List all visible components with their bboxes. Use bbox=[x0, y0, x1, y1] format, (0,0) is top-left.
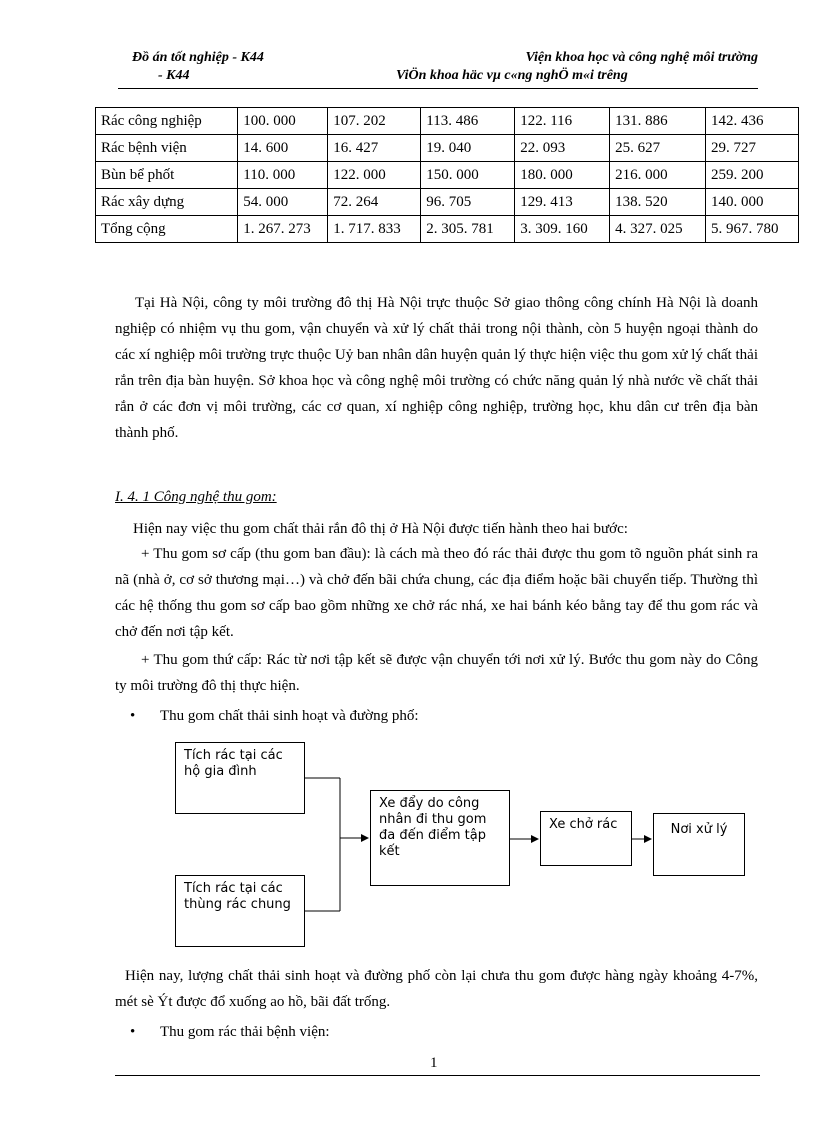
table-row bbox=[96, 216, 799, 243]
table-cell: 150. 000 bbox=[421, 162, 515, 189]
table-cell: 3. 309. 160 bbox=[515, 216, 610, 243]
table-cell: 22. 093 bbox=[515, 135, 610, 162]
table-cell: 1. 717. 833 bbox=[328, 216, 421, 243]
table-cell: 122. 116 bbox=[515, 108, 610, 135]
box-truck: Xe chở rác bbox=[540, 811, 632, 866]
table-cell: 138. 520 bbox=[610, 189, 706, 216]
table-cell: 129. 413 bbox=[515, 189, 610, 216]
section-heading-collection-tech: I. 4. 1 Công nghệ thu gom: bbox=[115, 489, 277, 505]
bullet-hospital-waste-text: Thu gom rác thải bệnh viện: bbox=[160, 1024, 330, 1040]
bullet-domestic-waste-text: Thu gom chất thải sinh hoạt và đường phố: bbox=[160, 708, 419, 724]
table-cell: 29. 727 bbox=[705, 135, 798, 162]
paragraph-uncollected: Hiện nay, lượng chất thải sinh hoạt và đường phố còn lại chưa thu gom được hàng ngày khoảng 4-7%, mét sè Ýt được đổ xuống ao hồ, bãi đất trống. bbox=[115, 968, 758, 1010]
box-households: Tích rác tại các hộ gia đình bbox=[175, 742, 305, 814]
table-cell: 96. 705 bbox=[421, 189, 515, 216]
table-row bbox=[96, 108, 799, 135]
table-cell: 5. 967. 780 bbox=[705, 216, 798, 243]
table-cell: 1. 267. 273 bbox=[238, 216, 328, 243]
bullet-dot-icon: • bbox=[130, 708, 136, 724]
table-cell: 16. 427 bbox=[328, 135, 421, 162]
page-header bbox=[118, 46, 758, 90]
header-institute-garbled: ViÖn khoa häc vµ c«ng nghÖ m«i trêng bbox=[396, 68, 628, 83]
bullet-dot-icon: • bbox=[130, 1024, 136, 1040]
table-cell: 180. 000 bbox=[515, 162, 610, 189]
table-cell: 100. 000 bbox=[238, 108, 328, 135]
waste-table bbox=[95, 107, 799, 243]
header-rule bbox=[118, 88, 758, 89]
header-institute: Viện khoa học và công nghệ môi trường bbox=[525, 50, 758, 65]
table-cell: 131. 886 bbox=[610, 108, 706, 135]
header-thesis-suffix: - K44 bbox=[158, 68, 190, 83]
row-label: Bùn bể phốt bbox=[96, 162, 238, 189]
box-destination: Nơi xử lý bbox=[653, 813, 745, 876]
table-row bbox=[96, 162, 799, 189]
collection-flow-diagram bbox=[160, 735, 760, 965]
table-cell: 72. 264 bbox=[328, 189, 421, 216]
table-row bbox=[96, 135, 799, 162]
bullet-hospital-waste bbox=[130, 1020, 330, 1044]
paragraph-primary-collection: + Thu gom sơ cấp (thu gom ban đầu): là cách mà theo đó rác thải được thu gom tõ nguồn phát sinh ra nã (nhà ở, cơ sở thương mại…) và chở đến bãi chứa chung, các địa điểm hoặc bãi chuyển tiếp. Thường thì các hệ thống thu gom sơ cấp bao gồm những xe chở rác nhá, xe hai bánh kéo bằng tay để thu gom rác và chở đến nơi tập kết. bbox=[115, 546, 758, 640]
row-label: Rác công nghiệp bbox=[96, 108, 238, 135]
table-cell: 122. 000 bbox=[328, 162, 421, 189]
box-public-bins: Tích rác tại các thùng rác chung bbox=[175, 875, 305, 947]
table-row bbox=[96, 189, 799, 216]
footer-rule bbox=[115, 1075, 760, 1076]
table-cell: 2. 305. 781 bbox=[421, 216, 515, 243]
row-label: Tổng cộng bbox=[96, 216, 238, 243]
table-cell: 25. 627 bbox=[610, 135, 706, 162]
table-cell: 216. 000 bbox=[610, 162, 706, 189]
table-cell: 142. 436 bbox=[705, 108, 798, 135]
paragraph-secondary-collection: + Thu gom thứ cấp: Rác từ nơi tập kết sẽ được vận chuyển tới nơi xử lý. Bước thu gom này do Công ty môi trường đô thị thực hiện. bbox=[115, 652, 758, 694]
header-thesis-title: Đồ án tốt nghiệp - K44 bbox=[132, 50, 264, 65]
box-handcart: Xe đẩy do công nhân đi thu gom đa đến điểm tập kết bbox=[370, 790, 510, 886]
table-cell: 259. 200 bbox=[705, 162, 798, 189]
table-cell: 113. 486 bbox=[421, 108, 515, 135]
table-cell: 110. 000 bbox=[238, 162, 328, 189]
paragraph-hanoi-management: Tại Hà Nội, công ty môi trường đô thị Hà Nội trực thuộc Sở giao thông công chính Hà Nội là doanh nghiệp có nhiệm vụ thu gom, vận chuyển và xử lý chất thải trong nội thành, còn 5 huyện ngoại thành do các xí nghiệp môi trường trực thuộc Uỷ ban nhân dân huyện quản lý thực hiện việc thu gom xử lý chất thải rắn trên địa bàn huyện. Sở khoa học và công nghệ môi trường có chức năng quản lý nhà nước về chất thải rắn ở các đơn vị môi trường, các cơ quan, xí nghiệp công nghiệp, trường học, khu dân cư trên địa bàn thành phố. bbox=[115, 295, 758, 441]
row-label: Rác xây dựng bbox=[96, 189, 238, 216]
paragraph-two-steps: Hiện nay việc thu gom chất thải rắn đô thị ở Hà Nội được tiến hành theo hai bước: bbox=[133, 521, 628, 537]
table-cell: 19. 040 bbox=[421, 135, 515, 162]
row-label: Rác bệnh viện bbox=[96, 135, 238, 162]
bullet-domestic-waste bbox=[130, 704, 419, 728]
table-cell: 14. 600 bbox=[238, 135, 328, 162]
table-cell: 107. 202 bbox=[328, 108, 421, 135]
table-cell: 54. 000 bbox=[238, 189, 328, 216]
table-cell: 140. 000 bbox=[705, 189, 798, 216]
page-number: 1 bbox=[430, 1055, 438, 1071]
table-cell: 4. 327. 025 bbox=[610, 216, 706, 243]
